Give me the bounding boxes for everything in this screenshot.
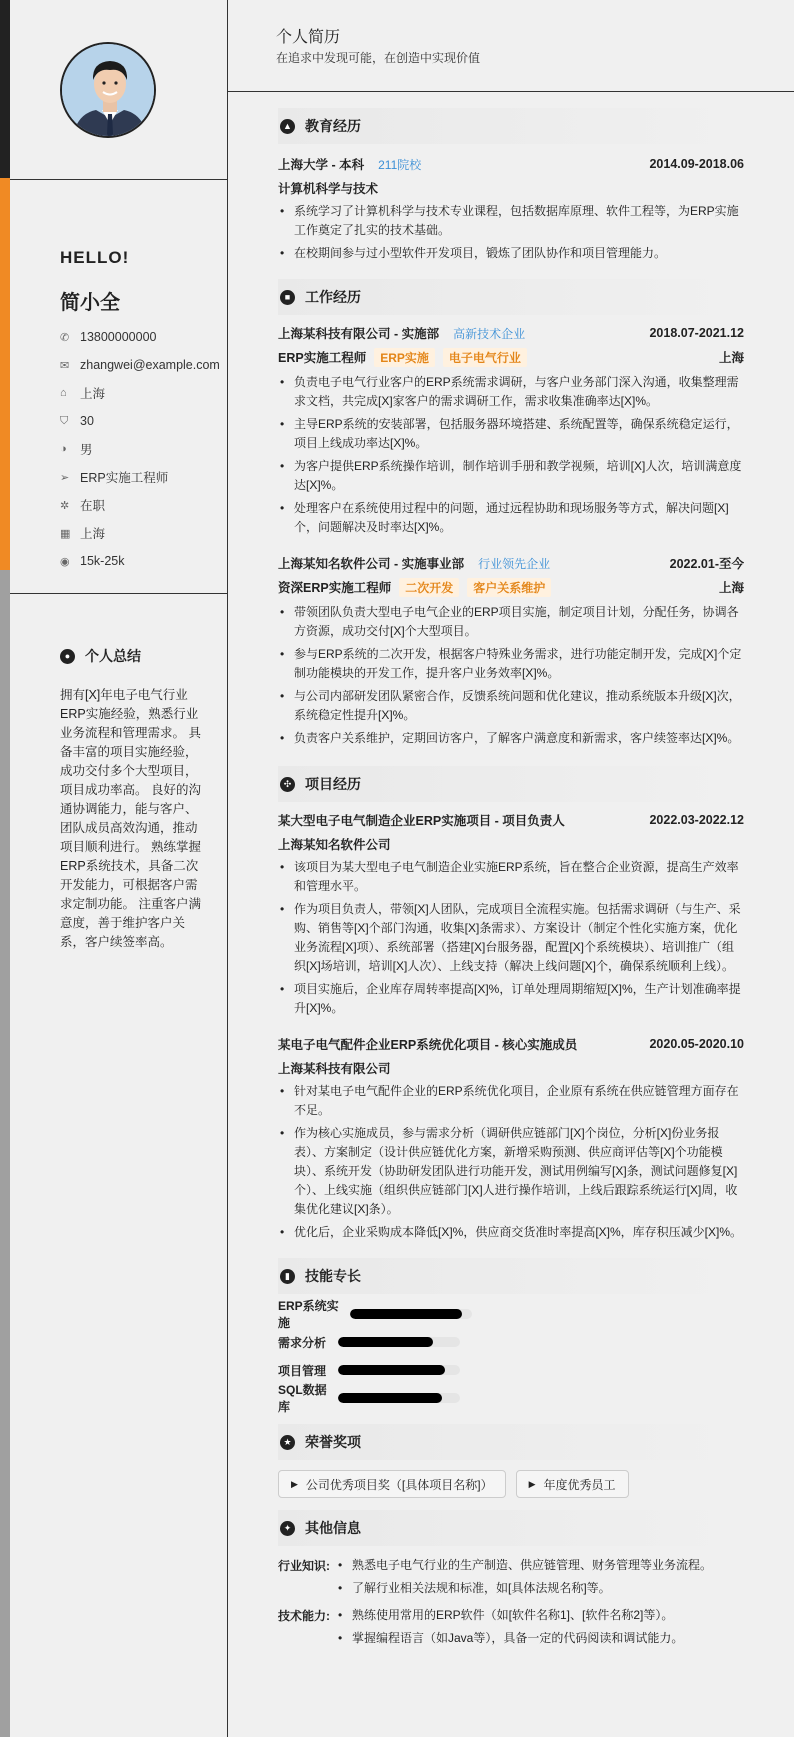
award-item[interactable] (278, 1470, 506, 1498)
work-city: 上海 (718, 581, 744, 595)
list-item: • 负责电子电气行业客户的ERP系统需求调研，与客户业务部门深入沟通，收集整理需求文档，共完成[X]家客户的需求调研工作，需求收集准确率达[X]%。 (278, 373, 744, 411)
skill-tag: ERP实施 (374, 348, 435, 367)
list-item: • 在校期间参与过小型软件开发项目，锻炼了团队协作和项目管理能力。 (278, 244, 744, 263)
awards-title: 荣誉奖项 (305, 1434, 361, 1450)
page-subtitle: 在追求中发现可能，在创造中实现价值 (276, 51, 481, 65)
city-icon: ▦ (60, 527, 71, 540)
skill-tag: 电子电气行业 (443, 348, 527, 367)
trophy-icon: ★ (280, 1435, 295, 1450)
info-age (60, 407, 220, 435)
skill-item (278, 1356, 516, 1384)
work-entry (278, 321, 744, 537)
contact-info-list (60, 323, 220, 575)
phone-text: 13800000000 (80, 330, 157, 344)
avatar (60, 42, 156, 138)
list-item: • 为客户提供ERP系统操作培训，制作培训手册和教学视频，培训[X]人次，培训满意度达[X]%。 (278, 457, 744, 495)
education-heading (278, 108, 744, 144)
skill-bar-fill (338, 1393, 442, 1403)
work-city: 上海 (718, 351, 744, 365)
list-item: • 带领团队负责大型电子电气企业的ERP项目实施，制定项目计划，分配任务，协调各方资源，成功交付[X]个大型项目。 (278, 603, 744, 641)
city-text: 上海 (80, 527, 106, 541)
award-item[interactable] (516, 1470, 629, 1498)
project-entry (278, 1032, 744, 1242)
education-title: 教育经历 (305, 118, 361, 134)
project-date: 2022.03-2022.12 (649, 813, 744, 827)
info-email (60, 351, 220, 379)
job-role: 资深ERP实施工程师 (278, 581, 392, 595)
skill-bar-fill (338, 1337, 433, 1347)
skill-bar (338, 1393, 460, 1403)
skill-name: 需求分析 (278, 1335, 327, 1350)
list-item: • 针对某电子电气配件企业的ERP系统优化项目，企业原有系统在供应链管理方面存在不足。 (278, 1082, 744, 1120)
sidebar-accent-strip (0, 178, 10, 570)
skill-bar (350, 1309, 472, 1319)
work-date: 2022.01-至今 (669, 557, 744, 571)
skill-tag: 二次开发 (399, 578, 459, 597)
awards-heading (278, 1424, 744, 1460)
summary-title-text: 个人总结 (85, 648, 141, 664)
work-details (278, 603, 744, 748)
work-details (278, 373, 744, 537)
grid-icon: ✣ (280, 777, 295, 792)
sidebar-dark-strip (0, 0, 10, 178)
skill-bar (338, 1365, 460, 1375)
status-icon: ✲ (60, 499, 70, 512)
list-item: • 系统学习了计算机科学与技术专业课程，包括数据库原理、软件工程等，为ERP实施工作奠定了扎实的技术基础。 (278, 202, 744, 240)
skills-title: 技能专长 (305, 1268, 361, 1284)
award-label: 公司优秀项目奖（[具体项目名称]） (305, 1477, 493, 1492)
info-phone (60, 323, 220, 351)
skill-item (278, 1328, 516, 1356)
gender-text: 男 (80, 443, 93, 457)
skill-item (278, 1384, 516, 1412)
play-icon: ▶ (291, 1478, 298, 1489)
email-icon: ✉ (60, 359, 70, 372)
age-text: 30 (80, 414, 94, 428)
info-icon: ✦ (280, 1521, 295, 1536)
list-item: • 熟练使用常用的ERP软件（如[软件名称1]、[软件名称2]等）。 (336, 1606, 744, 1625)
gender-icon: ◑ (60, 443, 67, 455)
briefcase-icon: ■ (280, 290, 295, 305)
skill-bar (338, 1337, 460, 1347)
salary-icon: ◉ (60, 555, 70, 568)
info-hometown (60, 379, 220, 407)
sidebar (0, 0, 228, 1737)
skill-name: ERP系统实施 (278, 1299, 339, 1330)
job-role: ERP实施工程师 (278, 351, 367, 365)
skill-bar-fill (350, 1309, 462, 1319)
candidate-name: 简小全 (60, 292, 120, 314)
school-tag: 211院校 (378, 157, 422, 172)
user-icon: ● (60, 649, 75, 664)
job-icon: ➢ (60, 471, 70, 484)
hometown-text: 上海 (80, 387, 106, 401)
company-tag: 行业领先企业 (478, 556, 551, 571)
bar-chart-icon: ▮ (280, 1269, 295, 1284)
list-item: • 作为项目负责人，带领[X]人团队，完成项目全流程实施。包括需求调研（与生产、采购、销售等[X]个部门沟通，收集[X]条需求）、方案设计（制定个性化实施方案，优化业务流程[X]项）、系统部署（搭建[X]台服务器，配置[X]个系统模块）、培训推广（组织[X]场培训，培训[X]人次）、上线支持（解决上线问题[X]个，确保系统顺利上线）。 (278, 900, 744, 976)
project-name: 某大型电子电气制造企业ERP实施项目 - 项目负责人 (278, 814, 565, 828)
projects-heading (278, 766, 744, 802)
other-details (336, 1554, 744, 1602)
other-heading (278, 1510, 744, 1546)
email-text: zhangwei@example.com (80, 358, 220, 372)
education-date: 2014.09-2018.06 (649, 157, 744, 171)
projects-title: 项目经历 (305, 776, 361, 792)
work-heading (278, 279, 744, 315)
sidebar-divider (10, 179, 228, 180)
skill-name: SQL数据库 (278, 1383, 327, 1414)
summary-text: 拥有[X]年电子电气行业ERP实施经验，熟悉行业业务流程和管理需求。 具备丰富的项目实施经验，成功交付多个大型项目，项目成功率高。 良好的沟通协调能力，能与客户、团队成员高效沟通，推动项目顺利进行。 熟练掌握ERP系统技术，具备二次开发能力，可根据客户需求定制功能。 注重客户满意度，善于维护客户关系，客户续签率高。 (60, 688, 201, 949)
project-entry (278, 808, 744, 1018)
info-status (60, 491, 220, 519)
project-details (278, 858, 744, 1018)
other-block (278, 1554, 744, 1602)
page-title: 个人简历 (276, 29, 341, 46)
job-text: ERP实施工程师 (80, 471, 169, 485)
other-block (278, 1604, 744, 1652)
list-item: • 作为核心实施成员，参与需求分析（调研供应链部门[X]个岗位，分析[X]份业务报表）、方案制定（设计供应链优化方案，新增采购预测、供应商评估等[X]个功能模块）、系统开发（协助研发团队进行功能开发，测试用例编写[X]条，测试问题修复[X]个）、上线实施（组织供应链部门[X]人进行操作培训，上线后跟踪系统运行[X]周，收集优化建议[X]条）。 (278, 1124, 744, 1219)
avatar-portrait (62, 44, 156, 138)
company-tag: 高新技术企业 (453, 326, 526, 341)
page-header (228, 0, 794, 92)
list-item: • 该项目为某大型电子电气制造企业实施ERP系统，旨在整合企业资源，提高生产效率和管理水平。 (278, 858, 744, 896)
sidebar-grey-strip (0, 570, 10, 1737)
list-item: • 参与ERP系统的二次开发，根据客户特殊业务需求，进行功能定制开发，完成[X]个定制功能模块的开发工作，提升客户业务效率[X]%。 (278, 645, 744, 683)
project-details (278, 1082, 744, 1242)
list-item: • 处理客户在系统使用过程中的问题，通过远程协助和现场服务等方式，解决问题[X]个，问题解决及时率达[X]%。 (278, 499, 744, 537)
list-item: • 主导ERP系统的安装部署，包括服务器环境搭建、系统配置等，确保系统稳定运行，项目上线成功率达[X]%。 (278, 415, 744, 453)
salary-text: 15k-25k (80, 554, 125, 568)
project-company: 上海某知名软件公司 (278, 838, 391, 852)
awards-list (278, 1470, 744, 1498)
hello-heading: HELLO! (60, 248, 130, 267)
work-entry (278, 551, 744, 748)
list-item: • 掌握编程语言（如Java等），具备一定的代码阅读和调试能力。 (336, 1629, 744, 1648)
sidebar-divider (10, 593, 228, 594)
phone-icon: ✆ (60, 331, 70, 344)
skills-heading (278, 1258, 744, 1294)
education-details (278, 202, 744, 263)
skill-item (278, 1300, 516, 1328)
info-salary (60, 547, 220, 575)
skill-bar-fill (338, 1365, 445, 1375)
status-text: 在职 (80, 499, 106, 513)
company-name: 上海某科技有限公司 - 实施部 (278, 327, 440, 341)
home-icon: ⌂ (60, 387, 67, 399)
project-date: 2020.05-2020.10 (649, 1037, 744, 1051)
age-icon: ⛉ (60, 414, 69, 427)
other-title: 其他信息 (305, 1520, 361, 1536)
info-city (60, 519, 220, 547)
list-item: • 优化后，企业采购成本降低[X]%，供应商交货准时率提高[X]%，库存积压减少[X]%。 (278, 1223, 744, 1242)
award-label: 年度优秀员工 (543, 1477, 616, 1492)
info-job (60, 463, 220, 491)
work-date: 2018.07-2021.12 (649, 326, 744, 340)
major: 计算机科学与技术 (278, 182, 379, 196)
list-item: • 了解行业相关法规和标准，如[具体法规名称]等。 (336, 1579, 744, 1598)
project-company: 上海某科技有限公司 (278, 1062, 391, 1076)
list-item: • 项目实施后，企业库存周转率提高[X]%，订单处理周期缩短[X]%，生产计划准确率提升[X]%。 (278, 980, 744, 1018)
play-icon: ▶ (528, 1478, 536, 1489)
project-name: 某电子电气配件企业ERP系统优化项目 - 核心实施成员 (278, 1038, 578, 1052)
other-label: 行业知识: (278, 1559, 330, 1573)
graduation-cap-icon: ▲ (280, 119, 295, 134)
list-item: • 与公司内部研发团队紧密合作，反馈系统问题和优化建议，推动系统版本升级[X]次，系统稳定性提升[X]%。 (278, 687, 744, 725)
info-gender (60, 435, 220, 463)
main-content (278, 108, 744, 1652)
skill-name: 项目管理 (278, 1363, 327, 1378)
company-name: 上海某知名软件公司 - 实施事业部 (278, 557, 465, 571)
skill-tag: 客户关系维护 (467, 578, 551, 597)
summary-heading (60, 642, 180, 670)
work-title: 工作经历 (305, 289, 361, 305)
other-label: 技术能力: (278, 1609, 330, 1623)
other-details (336, 1604, 744, 1652)
list-item: • 负责客户关系维护，定期回访客户，了解客户满意度和新需求，客户续签率达[X]%。 (278, 729, 744, 748)
school-name: 上海大学 - 本科 (278, 158, 365, 172)
skills-list (278, 1300, 744, 1412)
education-entry (278, 152, 744, 176)
list-item: • 熟悉电子电气行业的生产制造、供应链管理、财务管理等业务流程。 (336, 1556, 744, 1575)
